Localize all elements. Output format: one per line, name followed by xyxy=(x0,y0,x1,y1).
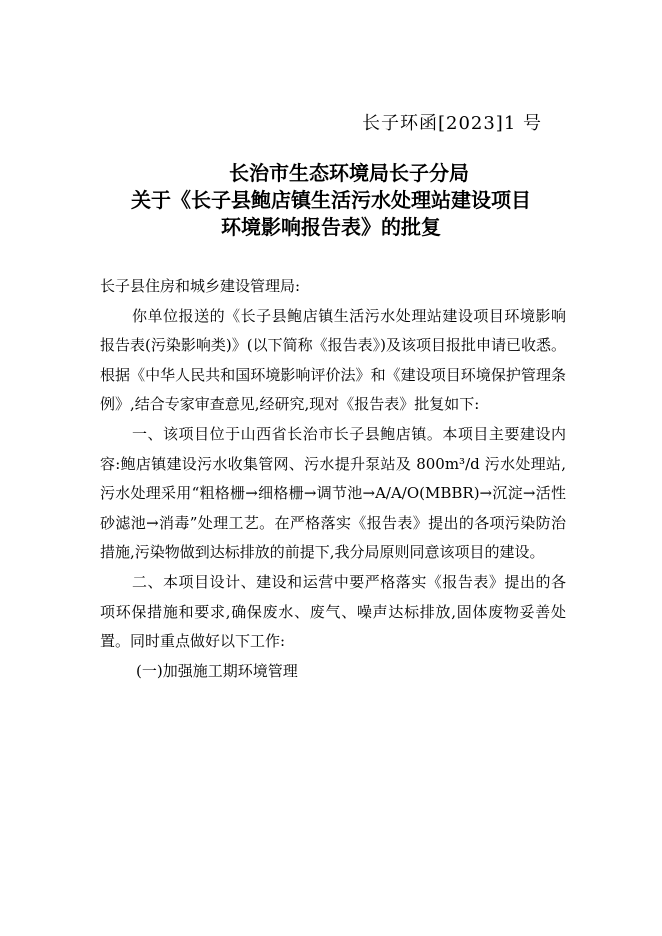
paragraph-item-2: 二、本项目设计、建设和运营中要严格落实《报告表》提出的各项环保措施和要求,确保废水、废气、噪声达标排放,固体废物妥善处置。同时重点做好以下工作: xyxy=(100,572,566,651)
document-body xyxy=(100,272,566,686)
title-line-subject: 关于《长子县鲍店镇生活污水处理站建设项目 xyxy=(131,188,531,212)
document-title xyxy=(0,160,662,241)
addressee: 长子县住房和城乡建设管理局: xyxy=(100,277,301,295)
document-number: 长子环函[2023]1 号 xyxy=(361,113,542,134)
paragraph-intro: 你单位报送的《长子县鲍店镇生活污水处理站建设项目环境影响报告表(污染影响类)》(以下简称《报告表》)及该项目报批申请已收悉。根据《中华人民共和国环境影响评价法》和《建设项目环境保护管理条例》,结合专家审查意见,经研究,现对《报告表》批复如下: xyxy=(100,306,566,414)
paragraph-item-1: 一、该项目位于山西省长治市长子县鲍店镇。本项目主要建设内容:鲍店镇建设污水收集管网、污水提升泵站及 800m³/d 污水处理站,污水处理采用“粗格栅→细格栅→调节池→A/A/O(MBBR)→沉淀→活性砂滤池→消毒”处理工艺。在严格落实《报告表》提出的各项污染防治措施,污染物做到达标排放的前提下,我分局原则同意该项目的建设。 xyxy=(100,424,566,562)
title-line-subject-cont: 环境影响报告表》的批复 xyxy=(221,215,441,239)
sub-item-construction: (一)加强施工期环境管理 xyxy=(136,661,298,680)
title-line-issuer: 长治市生态环境局长子分局 xyxy=(229,161,469,185)
